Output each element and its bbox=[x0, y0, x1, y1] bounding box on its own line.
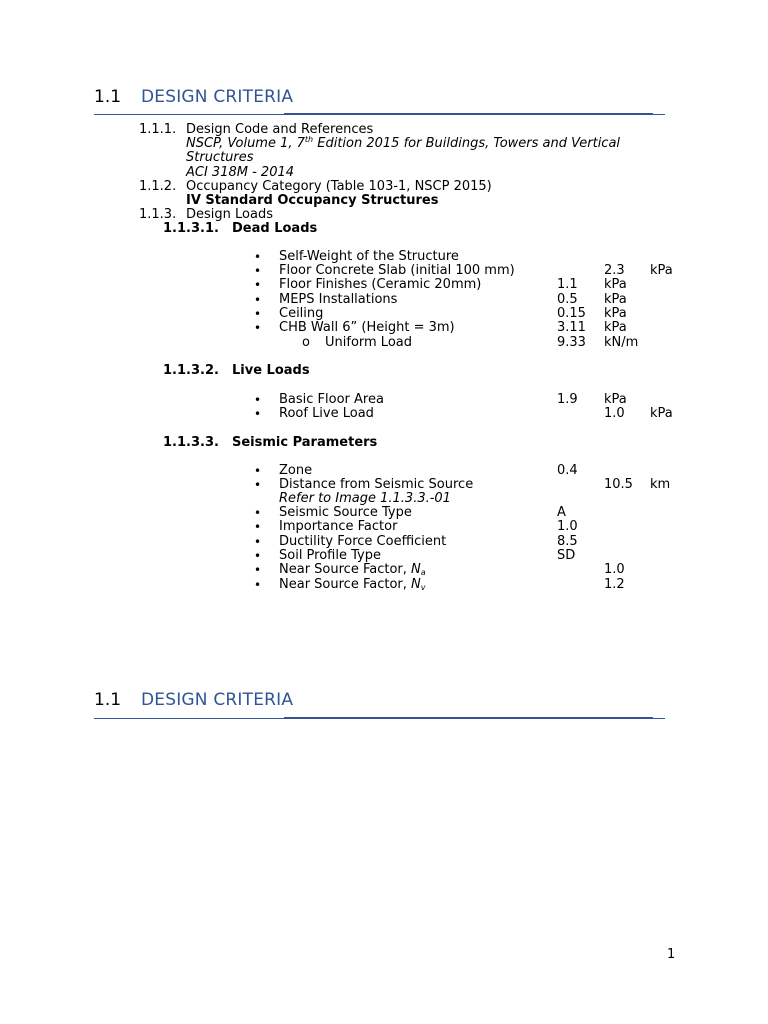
live-load-label: Basic Floor Area bbox=[279, 392, 384, 407]
bullet-icon: • bbox=[254, 535, 262, 549]
live-load-unit: kPa bbox=[650, 406, 673, 421]
dead-load-label: MEPS Installations bbox=[279, 292, 398, 307]
reference-nscp: NSCP, Volume 1, 7th Edition 2015 for Buildings, Towers and Vertical bbox=[186, 135, 621, 151]
live-load-label: Roof Live Load bbox=[279, 406, 374, 421]
seismic-value: 10.5 bbox=[604, 477, 633, 492]
section-title-1-1-2: Occupancy Category (Table 103-1, NSCP 2015) bbox=[186, 179, 492, 194]
uniform-load-unit: kN/m bbox=[604, 335, 639, 350]
bullet-icon: • bbox=[254, 307, 262, 321]
uniform-load-label: Uniform Load bbox=[325, 335, 412, 350]
seismic-value: SD bbox=[557, 548, 576, 563]
page-number: 1 bbox=[667, 947, 676, 962]
dead-load-label: Self-Weight of the Structure bbox=[279, 249, 459, 264]
bullet-icon: • bbox=[254, 264, 262, 278]
seismic-value: 1.2 bbox=[604, 577, 625, 592]
dead-load-value: 3.11 bbox=[557, 320, 586, 335]
dead-load-label: Floor Finishes (Ceramic 20mm) bbox=[279, 277, 482, 292]
seismic-label: Importance Factor bbox=[279, 519, 398, 534]
seismic-unit: km bbox=[650, 477, 671, 492]
dead-load-unit: kPa bbox=[650, 263, 673, 278]
bullet-icon: • bbox=[254, 549, 262, 563]
dead-load-label: CHB Wall 6” (Height = 3m) bbox=[279, 320, 455, 335]
seismic-label: Near Source Factor, $N_v$ bbox=[279, 577, 426, 592]
seismic-label: Soil Profile Type bbox=[279, 548, 381, 563]
seismic-value: 8.5 bbox=[557, 534, 578, 549]
seismic-label: Distance from Seismic Source bbox=[279, 477, 474, 492]
section-number-1-1-3-3: 1.1.3.3. bbox=[163, 435, 219, 450]
section-number-1-1-3-2: 1.1.3.2. bbox=[163, 363, 219, 378]
live-load-value: 1.0 bbox=[604, 406, 625, 421]
seismic-value: 1.0 bbox=[604, 562, 625, 577]
dead-load-value: 1.1 bbox=[557, 277, 578, 292]
dead-load-value: 0.5 bbox=[557, 292, 578, 307]
heading-number: 1.1 bbox=[94, 87, 122, 107]
section-number-1-1-3-1: 1.1.3.1. bbox=[163, 221, 219, 236]
seismic-label: Zone bbox=[279, 463, 313, 478]
bullet-icon: • bbox=[254, 464, 262, 478]
image-reference-note: Refer to Image 1.1.3.3.-01 bbox=[279, 491, 451, 506]
bullet-icon: • bbox=[254, 563, 262, 577]
section-title-seismic: Seismic Parameters bbox=[232, 435, 378, 450]
section-number-1-1-2: 1.1.2. bbox=[139, 179, 177, 194]
bullet-icon: • bbox=[254, 578, 262, 592]
live-load-value: 1.9 bbox=[557, 392, 578, 407]
bullet-icon: • bbox=[254, 393, 262, 407]
section-title-dead-loads: Dead Loads bbox=[232, 221, 318, 236]
bullet-icon: • bbox=[254, 520, 262, 534]
section-number-1-1-3: 1.1.3. bbox=[139, 207, 177, 222]
bullet-icon: • bbox=[254, 407, 262, 421]
heading-title: DESIGN CRITERIA bbox=[141, 690, 294, 710]
section-title-1-1-3: Design Loads bbox=[186, 207, 273, 222]
dead-load-label: Floor Concrete Slab (initial 100 mm) bbox=[279, 263, 515, 278]
seismic-label: Ductility Force Coefficient bbox=[279, 534, 447, 549]
sub-bullet-icon: o bbox=[302, 335, 310, 350]
seismic-label: Near Source Factor, $N_a$ bbox=[279, 562, 426, 577]
reference-aci: ACI 318M - 2014 bbox=[186, 165, 295, 180]
section-title-live-loads: Live Loads bbox=[232, 363, 310, 378]
bullet-icon: • bbox=[254, 293, 262, 307]
uniform-load-value: 9.33 bbox=[557, 335, 586, 350]
dead-load-value: 2.3 bbox=[604, 263, 625, 278]
dead-load-label: Ceiling bbox=[279, 306, 324, 321]
heading-title: DESIGN CRITERIA bbox=[141, 87, 294, 107]
seismic-value: 0.4 bbox=[557, 463, 578, 478]
dead-load-unit: kPa bbox=[604, 277, 627, 292]
dead-load-unit: kPa bbox=[604, 306, 627, 321]
dead-load-unit: kPa bbox=[604, 320, 627, 335]
occupancy-category: IV Standard Occupancy Structures bbox=[186, 193, 439, 208]
seismic-value: 1.0 bbox=[557, 519, 578, 534]
heading-number: 1.1 bbox=[94, 690, 122, 710]
section-title-1-1-1: Design Code and References bbox=[186, 122, 374, 137]
dead-load-unit: kPa bbox=[604, 292, 627, 307]
seismic-value: A bbox=[557, 505, 566, 520]
live-load-unit: kPa bbox=[604, 392, 627, 407]
dead-load-value: 0.15 bbox=[557, 306, 586, 321]
bullet-icon: • bbox=[254, 506, 262, 520]
reference-nscp-cont: Structures bbox=[186, 150, 254, 165]
bullet-icon: • bbox=[254, 478, 262, 492]
section-number-1-1-1: 1.1.1. bbox=[139, 122, 177, 137]
seismic-label: Seismic Source Type bbox=[279, 505, 412, 520]
bullet-icon: • bbox=[254, 250, 262, 264]
bullet-icon: • bbox=[254, 278, 262, 292]
bullet-icon: • bbox=[254, 321, 262, 335]
